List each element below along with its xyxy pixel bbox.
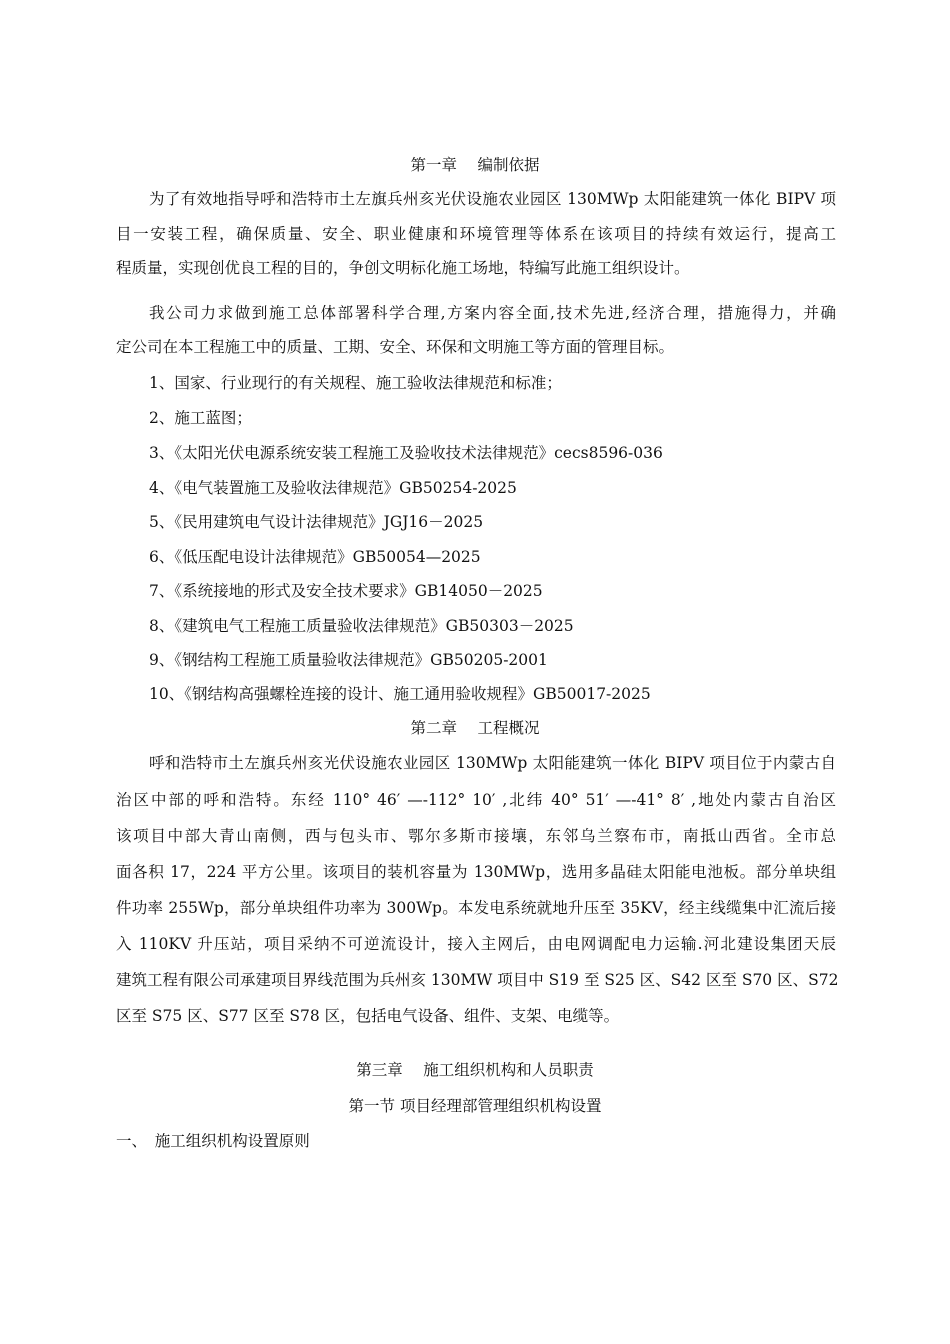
chapter-2-paragraph-line: 建筑工程有限公司承建项目界线范围为兵州亥 130MW 项目中 S19 至 S25 区、S42 区至 S70 区、S72 (116, 971, 839, 989)
chapter-2-paragraph-line: 呼和浩特市土左旗兵州亥光伏设施农业园区 130MWp 太阳能建筑一体化 BIPV 项目位于内蒙古自 (149, 754, 836, 772)
section-1-title: 第一节 项目经理部管理组织机构设置 (348, 1097, 602, 1115)
reference-item: 5、《民用建筑电气设计法律规范》JGJ16－2025 (149, 513, 484, 531)
chapter-2-paragraph-line: 面各积 17，224 平方公里。该项目的装机容量为 130MWp，选用多晶硅太阳能电池板。部分单块组 (116, 863, 836, 881)
reference-item: 6、《低压配电设计法律规范》GB50054—2025 (149, 548, 481, 566)
chapter-1-paragraph-2-line-1: 我公司力求做到施工总体部署科学合理,方案内容全面,技术先进,经济合理，措施得力，并确 (149, 304, 836, 322)
chapter-1-paragraph-1-line-2: 目一安装工程，确保质量、安全、职业健康和环境管理等体系在该项目的持续有效运行，提高工 (116, 225, 836, 243)
subheading: 一、 施工组织机构设置原则 (116, 1132, 310, 1150)
reference-item: 1、国家、行业现行的有关规程、施工验收法律规范和标准； (149, 374, 562, 392)
reference-item: 9、《钢结构工程施工质量验收法律规范》GB50205-2001 (149, 651, 548, 669)
chapter-2-paragraph-line: 入 110KV 升压站，项目采纳不可逆流设计，接入主网后，由电网调配电力运输.河北建设集团天辰 (116, 935, 836, 953)
reference-item: 2、施工蓝图； (149, 409, 252, 427)
chapter-3-title: 第三章 施工组织机构和人员职责 (356, 1061, 594, 1079)
reference-item: 8、《建筑电气工程施工质量验收法律规范》GB50303－2025 (149, 617, 574, 635)
chapter-2-paragraph-line: 治区中部的呼和浩特。东经 110° 46′ —-112° 10′ ,北纬 40° 51′ —-41° 8′ ,地处内蒙古自治区 (116, 791, 836, 809)
chapter-2-paragraph-line: 件功率 255Wp，部分单块组件功率为 300Wp。本发电系统就地升压至 35KV，经主线缆集中汇流后接 (116, 899, 836, 917)
chapter-1-paragraph-1-line-3: 程质量，实现创优良工程的目的，争创文明标化施工场地，特编写此施工组织设计。 (116, 259, 690, 277)
reference-item: 10、《钢结构高强螺栓连接的设计、施工通用验收规程》GB50017-2025 (149, 685, 651, 703)
reference-item: 7、《系统接地的形式及安全技术要求》GB14050－2025 (149, 582, 543, 600)
reference-item: 3、《太阳光伏电源系统安装工程施工及验收技术法律规范》cecs8596-036 (149, 444, 663, 462)
chapter-2-paragraph-line: 区至 S75 区、S77 区至 S78 区，包括电气设备、组件、支架、电缆等。 (116, 1007, 620, 1025)
chapter-1-paragraph-1-line-1: 为了有效地指导呼和浩特市土左旗兵州亥光伏设施农业园区 130MWp 太阳能建筑一体化 BIPV 项 (149, 190, 836, 208)
chapter-1-title: 第一章 编制依据 (410, 156, 540, 174)
chapter-2-paragraph-line: 该项目中部大青山南侧，西与包头市、鄂尔多斯市接壤，东邻乌兰察布市，南抵山西省。全市总 (116, 827, 836, 845)
reference-item: 4、《电气装置施工及验收法律规范》GB50254-2025 (149, 479, 517, 497)
chapter-1-paragraph-2-line-2: 定公司在本工程施工中的质量、工期、安全、环保和文明施工等方面的管理目标。 (116, 338, 675, 356)
chapter-2-title: 第二章 工程概况 (410, 719, 540, 737)
